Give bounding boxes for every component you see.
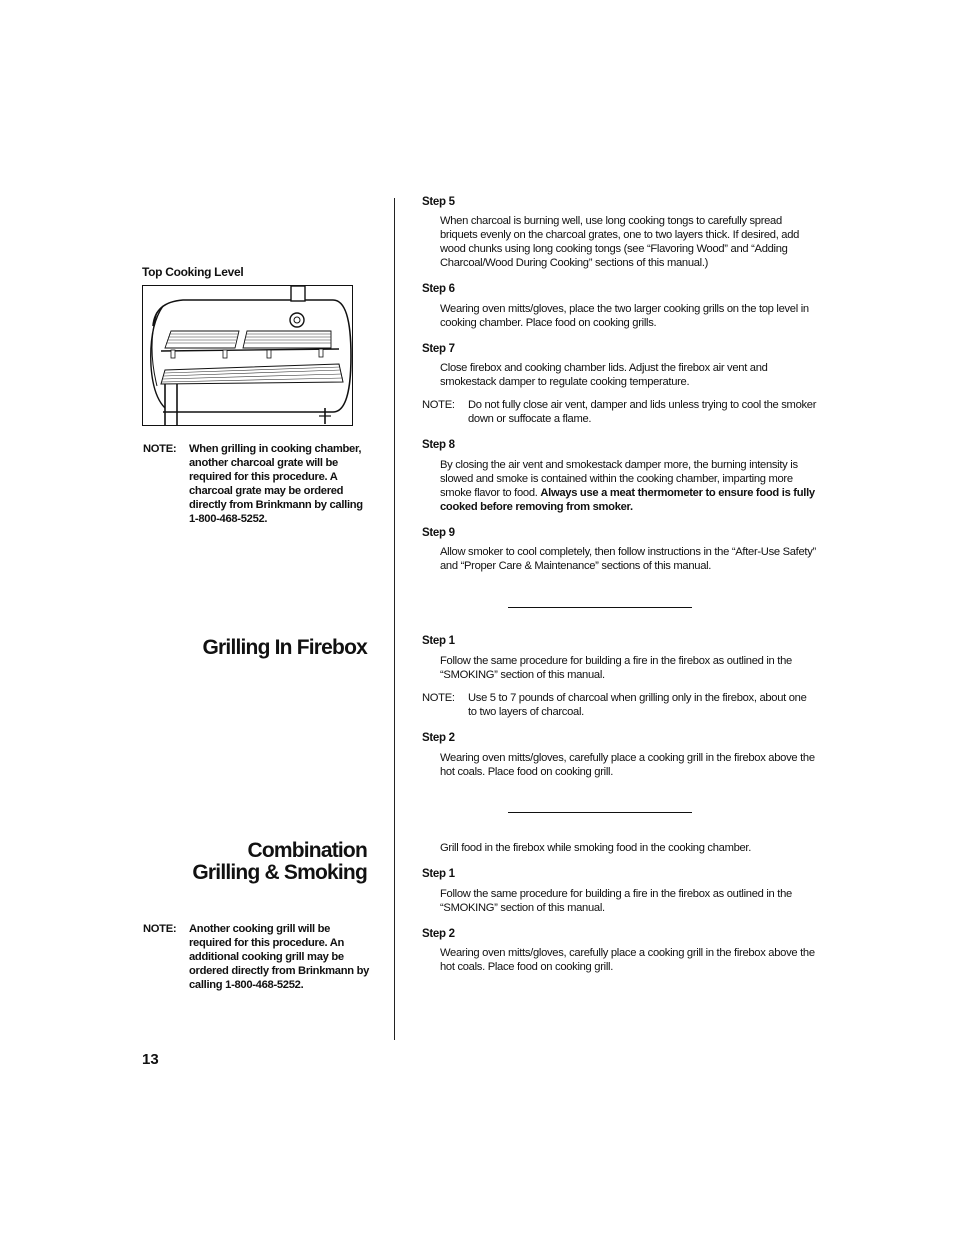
step-heading: Step 8 — [422, 439, 455, 451]
section-rule — [508, 607, 692, 608]
note-label: NOTE: — [143, 443, 177, 455]
step-heading: Step 2 — [422, 732, 455, 744]
step-text: Wearing oven mitts/gloves, carefully place a cooking grill in the firebox above the hot coals. Place food on cooking grill. — [440, 947, 815, 973]
note-text: Do not fully close air vent, damper and lids unless trying to cool the smoker down or suffocate a flame. — [468, 399, 817, 425]
step-text: Wearing oven mitts/gloves, place the two larger cooking grills on the top level in cooking chamber. Place food on cooking grills. — [440, 303, 809, 329]
smoker-top-cooking-level-illustration — [142, 285, 353, 426]
note-label: NOTE: — [422, 399, 455, 411]
step-heading: Step 6 — [422, 283, 455, 295]
step-text — [440, 458, 820, 514]
step-heading: Step 7 — [422, 343, 455, 355]
step-text: Wearing oven mitts/gloves, carefully place a cooking grill in the firebox above the hot coals. Place food on cooking grill. — [440, 752, 815, 778]
step8-warning: Always use a meat thermometer to ensure food is fully cooked before removing from smoker. — [440, 487, 815, 513]
step8-text: By closing the air vent and smokestack damper more, the burning intensity is slowed and smoke is contained within the cooking chamber, imparting more smoke flavor to food. — [440, 459, 798, 499]
section-rule — [508, 812, 692, 813]
section-intro: Grill food in the firebox while smoking food in the cooking chamber. — [440, 842, 752, 854]
note-label: NOTE: — [422, 692, 455, 704]
note-text: Another cooking grill will be required for this procedure. An additional cooking grill may be ordered directly from Brinkmann by calling 1-800-468-5252. — [189, 923, 370, 991]
step-heading: Step 1 — [422, 635, 455, 647]
step-heading: Step 2 — [422, 928, 455, 940]
step-heading: Step 5 — [422, 196, 455, 208]
note-text: When grilling in cooking chamber, another charcoal grate will be required for this procedure. A charcoal grate may be ordered directly from Brinkmann by calling 1-800-468-5252. — [189, 443, 363, 525]
step-text: Follow the same procedure for building a fire in the firebox as outlined in the “SMOKING” section of this manual. — [440, 888, 792, 914]
figure-caption: Top Cooking Level — [142, 265, 244, 279]
step-text: Allow smoker to cool completely, then follow instructions in the “After-Use Safety” and “Proper Care & Maintenance” sections of this manual. — [440, 546, 816, 572]
note-air-vent — [422, 398, 822, 428]
step-text: Close firebox and cooking chamber lids. Adjust the firebox air vent and smokestack damper to regulate cooking temperature. — [440, 362, 768, 388]
step-heading: Step 9 — [422, 527, 455, 539]
note-text: Use 5 to 7 pounds of charcoal when grilling only in the firebox, about one to two layers of charcoal. — [468, 692, 807, 718]
heading-grilling-in-firebox: Grilling In Firebox — [202, 636, 367, 659]
note-charcoal-grate — [143, 442, 375, 532]
step-text: Follow the same procedure for building a fire in the firebox as outlined in the “SMOKING” section of this manual. — [440, 655, 792, 681]
heading-combination — [160, 840, 367, 884]
step-text: When charcoal is burning well, use long cooking tongs to carefully spread briquets evenly on the charcoal grates, one to two layers thick. If desired, add wood chunks using long cooking tongs (see “Flavoring Wood” and “Adding Charcoal/Wood During Cooking” sections of this manual.) — [440, 215, 800, 269]
column-divider — [394, 198, 395, 1040]
note-cooking-grill — [143, 922, 375, 994]
note-label: NOTE: — [143, 923, 177, 935]
heading-combination-line1: Combination — [247, 839, 367, 862]
note-charcoal-amount — [422, 691, 822, 721]
page-number: 13 — [142, 1051, 159, 1068]
heading-combination-line2: Grilling & Smoking — [192, 861, 367, 884]
smoker-drawing — [143, 286, 353, 426]
step-heading: Step 1 — [422, 868, 455, 880]
